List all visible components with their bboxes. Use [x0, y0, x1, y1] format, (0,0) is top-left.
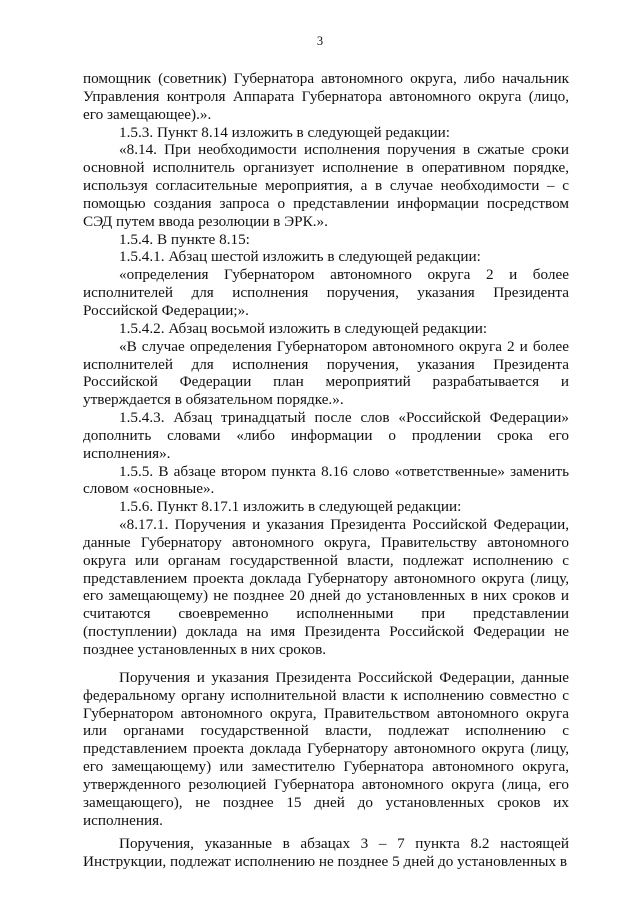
paragraph: «8.17.1. Поручения и указания Президента Российской Федерации, данные Губернатору автономного округа, Правительству автономного округа или органам государственной власти, подлежат исполнению с представлением проекта доклада Губернатору автономного округа (лицу, его замещающему) не позднее 20 дней до установленных в них сроков и считаются своевременно исполненными при представлении (поступлении) доклада на имя Президента Российской Федерации не позднее установленных в них сроков. [83, 516, 569, 658]
paragraph: Поручения, указанные в абзацах 3 – 7 пункта 8.2 настоящей Инструкции, подлежат исполнению не позднее 5 дней до установленных в [83, 835, 569, 871]
paragraph: 1.5.4. В пункте 8.15: [119, 230, 250, 248]
paragraph: 1.5.5. В абзаце втором пункта 8.16 слово «ответственные» заменить словом «основные». [83, 462, 569, 498]
paragraph: помощник (советник) Губернатора автономного округа, либо начальник Управления контроля Аппарата Губернатора автономного округа (лицо, его замещающее).». [83, 70, 569, 123]
paragraph: «определения Губернатором автономного округа 2 и более исполнителей для исполнения поручения, указания Президента Российской Федерации;». [83, 266, 569, 319]
paragraph: Поручения и указания Президента Российской Федерации, данные федеральному органу исполнительной власти к исполнению совместно с Губернатором автономного округа, Правительством автономного округа или органами государственной власти, подлежат исполнению с представлением проекта доклада Губернатору автономного округа (лицу, его замещающему) или заместителю Губернатора автономного округа, утвержденного резолюцией Губернатора автономного округа (лица, его замещающего), не позднее 15 дней до установленных сроков их исполнения. [83, 668, 569, 829]
document-body [83, 70, 569, 871]
paragraph: «В случае определения Губернатором автономного округа 2 и более исполнителей для исполнения поручения, указания Президента Российской Федерации план мероприятий разрабатывается и утверждается в обязательном порядке.». [83, 337, 569, 409]
paragraph: 1.5.3. Пункт 8.14 изложить в следующей редакции: [119, 123, 450, 141]
paragraph: «8.14. При необходимости исполнения поручения в сжатые сроки основной исполнитель организует исполнение в оперативном порядке, используя согласительные мероприятия, а в случае необходимости – с помощью создания запроса о представлении информации посредством СЭД путем ввода резолюции в ЭРК.». [83, 141, 569, 230]
paragraph: 1.5.4.2. Абзац восьмой изложить в следующей редакции: [119, 319, 488, 337]
paragraph: 1.5.4.1. Абзац шестой изложить в следующей редакции: [119, 248, 481, 266]
paragraph: 1.5.4.3. Абзац тринадцатый после слов «Российской Федерации» дополнить словами «либо информации о продлении срока его исполнения». [83, 409, 569, 462]
page-number: 3 [316, 34, 324, 48]
paragraph: 1.5.6. Пункт 8.17.1 изложить в следующей редакции: [119, 498, 462, 516]
